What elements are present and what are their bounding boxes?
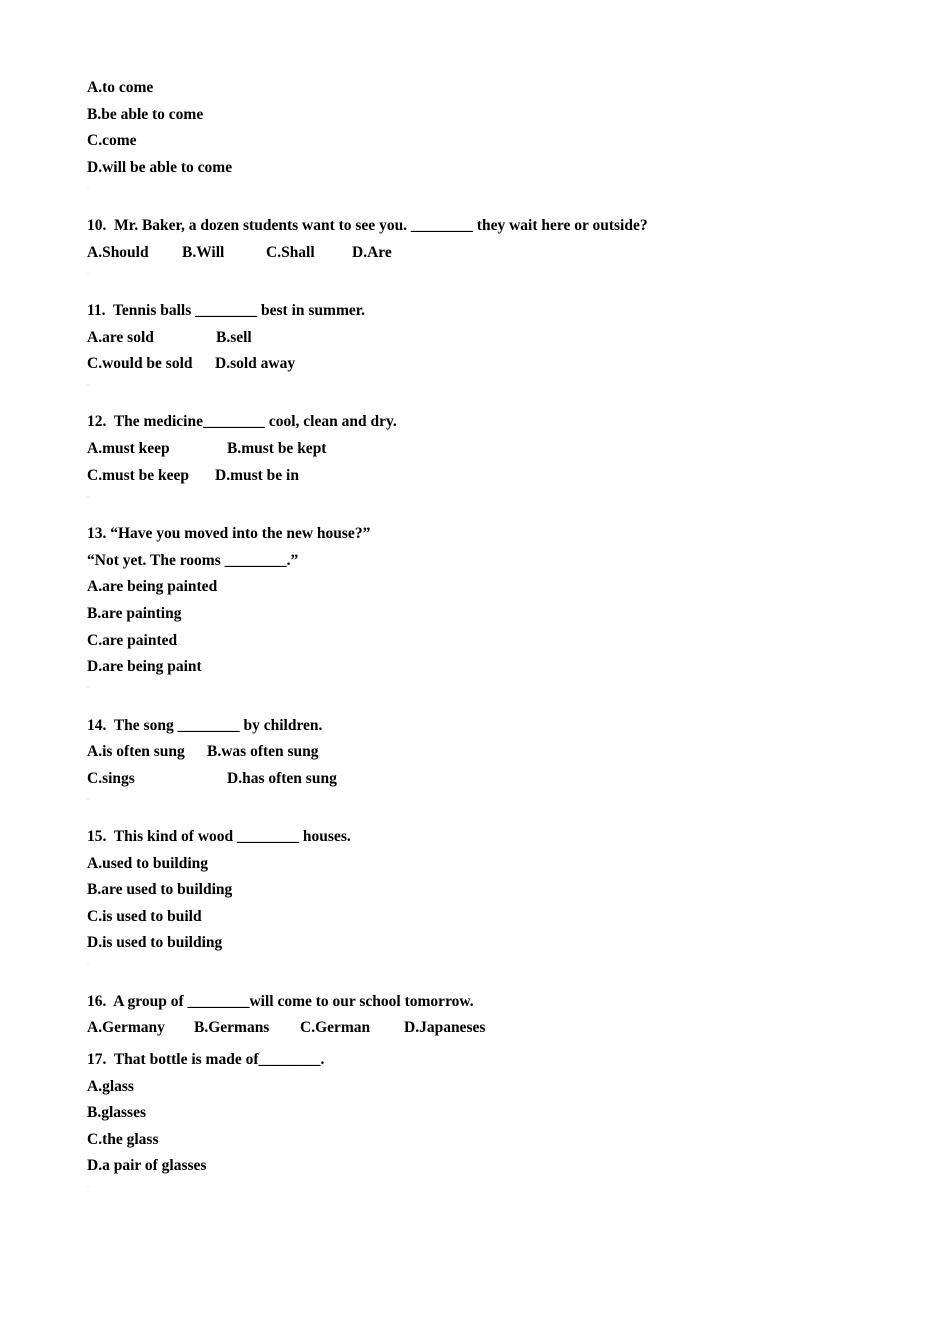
option-a: A.are sold <box>87 329 154 346</box>
question-stem: 10. Mr. Baker, a dozen students want to see you. ________ they wait here or outside? <box>87 217 648 234</box>
option-c: C.come <box>87 132 137 149</box>
question-stem: 14. The song ________ by children. <box>87 717 323 734</box>
paragraph-mark <box>87 188 89 189</box>
question-stem: 12. The medicine________ cool, clean and dry. <box>87 413 397 430</box>
option-d: D.will be able to come <box>87 159 233 176</box>
options-row <box>87 243 687 263</box>
option-c: C.the glass <box>87 1131 159 1148</box>
option-a: A.glass <box>87 1078 134 1095</box>
option-b: B.sell <box>216 329 252 346</box>
option-b: B.Will <box>182 244 225 261</box>
option-c: C.is used to build <box>87 908 202 925</box>
question-stem: 13. “Have you moved into the new house?” <box>87 525 371 542</box>
question-stem: 15. This kind of wood ________ houses. <box>87 828 351 845</box>
options-row <box>87 354 687 374</box>
option-c: C.German <box>300 1019 371 1036</box>
option-d: D.must be in <box>215 467 299 484</box>
option-b: B.are painting <box>87 605 182 622</box>
dialogue-reply: “Not yet. The rooms ________.” <box>87 552 299 569</box>
option-c: C.must be keep <box>87 467 190 484</box>
option-c: C.Shall <box>266 244 315 261</box>
question-stem: 17. That bottle is made of________. <box>87 1051 325 1068</box>
option-b: B.must be kept <box>227 440 327 457</box>
option-c: C.are painted <box>87 632 178 649</box>
option-a: A.used to building <box>87 855 209 872</box>
option-a: A.are being painted <box>87 578 218 595</box>
paragraph-mark <box>87 799 89 800</box>
option-a: A.is often sung <box>87 743 185 760</box>
option-d: D.Japaneses <box>404 1019 486 1036</box>
option-c: C.would be sold <box>87 355 193 372</box>
options-row <box>87 1018 687 1038</box>
paragraph-mark <box>87 687 89 688</box>
paragraph-mark <box>87 1186 89 1187</box>
option-b: B.Germans <box>194 1019 270 1036</box>
option-b: B.glasses <box>87 1104 146 1121</box>
option-c: C.sings <box>87 770 135 787</box>
option-d: D.sold away <box>215 355 296 372</box>
option-d: D.are being paint <box>87 658 202 675</box>
question-stem: 16. A group of ________will come to our school tomorrow. <box>87 993 474 1010</box>
options-row <box>87 769 687 789</box>
option-a: A.must keep <box>87 440 170 457</box>
options-row <box>87 439 687 459</box>
option-a: A.to come <box>87 79 154 96</box>
option-a: A.Should <box>87 244 149 261</box>
paragraph-mark <box>87 496 89 497</box>
option-b: B.are used to building <box>87 881 233 898</box>
option-b: B.was often sung <box>207 743 319 760</box>
options-row <box>87 328 687 348</box>
option-d: D.has often sung <box>227 770 337 787</box>
option-d: D.Are <box>352 244 392 261</box>
options-row <box>87 742 687 762</box>
paragraph-mark <box>87 963 89 964</box>
option-b: B.be able to come <box>87 106 204 123</box>
option-d: D.is used to building <box>87 934 223 951</box>
options-row <box>87 466 687 486</box>
paragraph-mark <box>87 273 89 274</box>
question-stem: 11. Tennis balls ________ best in summer. <box>87 302 366 319</box>
paragraph-mark <box>87 384 89 385</box>
option-a: A.Germany <box>87 1019 165 1036</box>
option-d: D.a pair of glasses <box>87 1157 207 1174</box>
